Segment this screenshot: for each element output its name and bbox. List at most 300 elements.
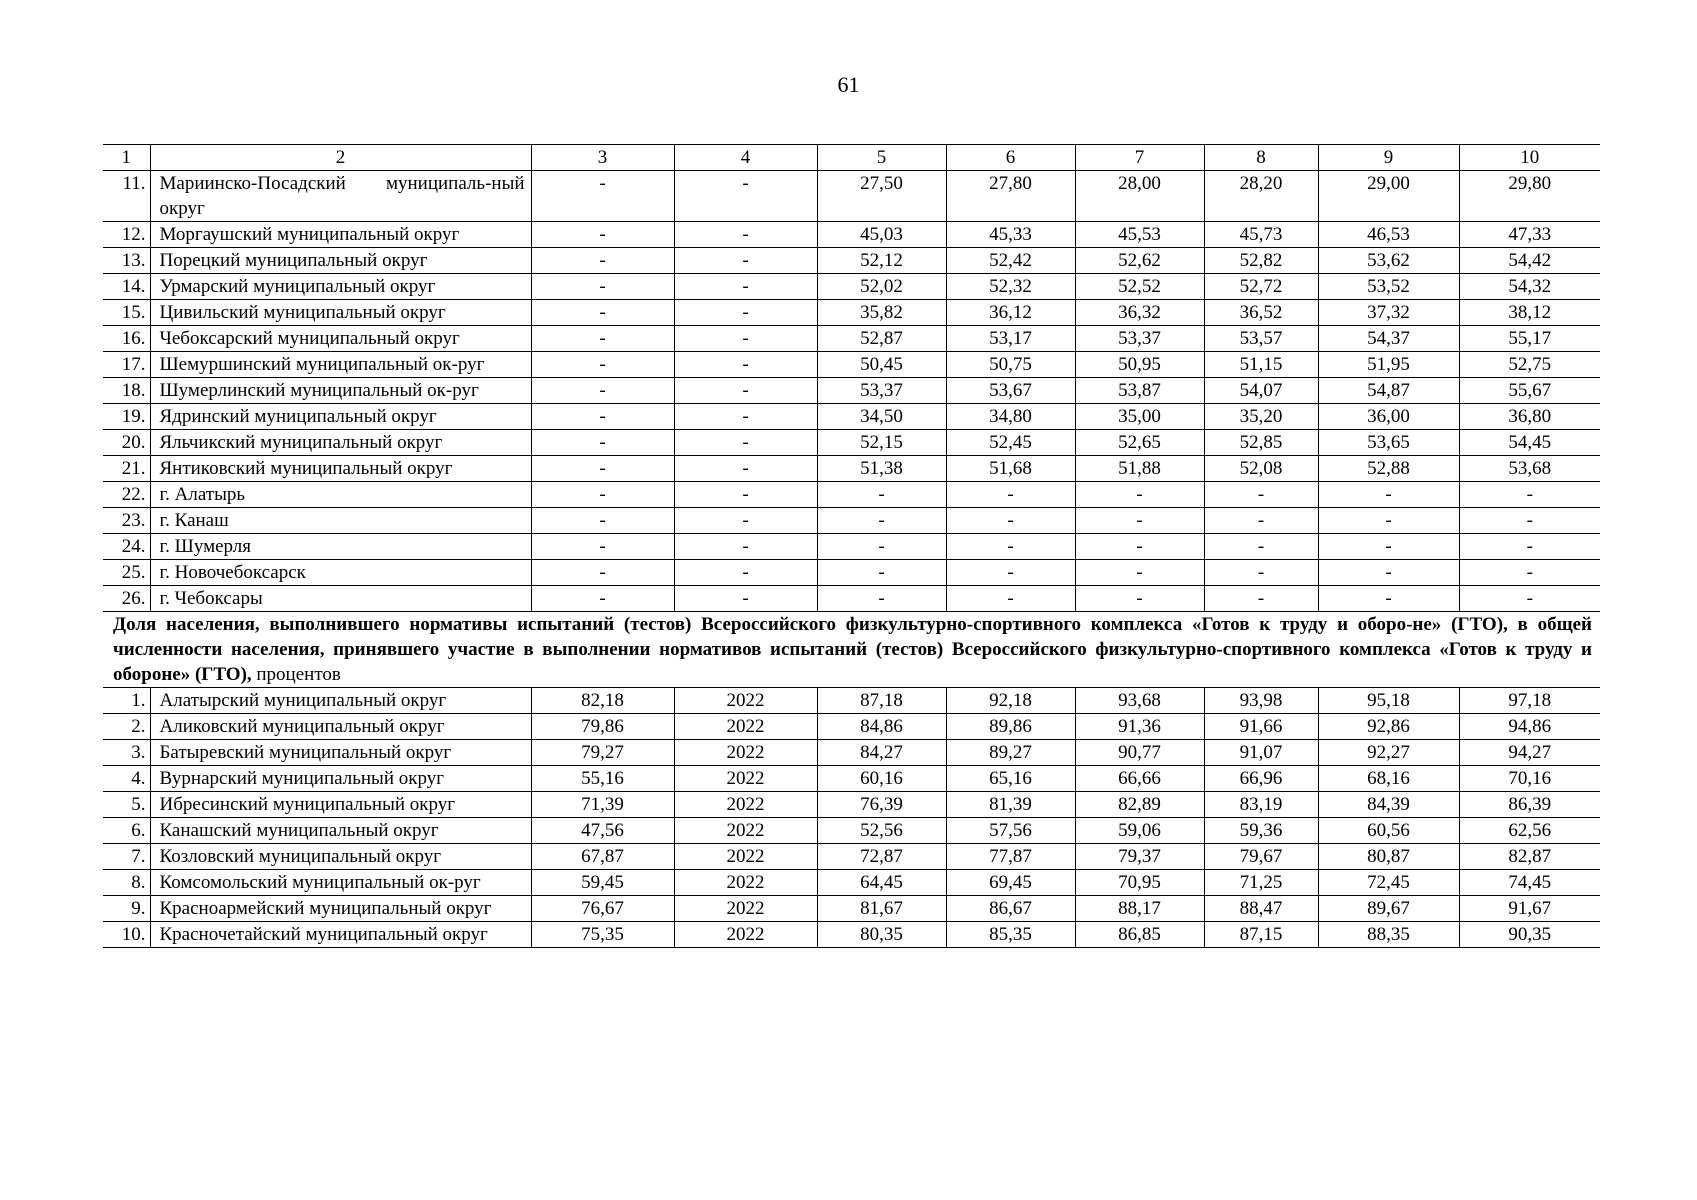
table-row <box>103 171 1600 222</box>
table-row <box>103 352 1600 378</box>
value-cell-col10: 47,33 <box>1459 222 1600 248</box>
value-cell-col7: 82,89 <box>1075 792 1204 818</box>
value-cell-col8: - <box>1204 508 1318 534</box>
value-cell-col3: 71,39 <box>531 792 674 818</box>
indicator-table <box>103 144 1600 948</box>
value-cell-col4: - <box>674 508 817 534</box>
column-number-header: 4 <box>674 145 817 171</box>
value-cell-col3: 79,27 <box>531 740 674 766</box>
value-cell-col8: 66,96 <box>1204 766 1318 792</box>
municipality-name: г. Чебоксары <box>150 586 531 612</box>
value-cell-col3: - <box>531 534 674 560</box>
table-row <box>103 896 1600 922</box>
table-row <box>103 844 1600 870</box>
value-cell-col6: 86,67 <box>946 896 1075 922</box>
table-row <box>103 922 1600 948</box>
section-heading-row <box>103 612 1600 688</box>
municipality-name: Алатырский муниципальный округ <box>150 688 531 714</box>
value-cell-col9: 68,16 <box>1318 766 1459 792</box>
table-row <box>103 482 1600 508</box>
column-number-header: 8 <box>1204 145 1318 171</box>
value-cell-col7: 35,00 <box>1075 404 1204 430</box>
row-number: 22. <box>103 482 150 508</box>
municipality-name: Аликовский муниципальный округ <box>150 714 531 740</box>
row-number: 7. <box>103 844 150 870</box>
value-cell-col4: - <box>674 378 817 404</box>
value-cell-col7: 59,06 <box>1075 818 1204 844</box>
value-cell-col7: 88,17 <box>1075 896 1204 922</box>
row-number: 12. <box>103 222 150 248</box>
value-cell-col10: 74,45 <box>1459 870 1600 896</box>
row-number: 20. <box>103 430 150 456</box>
value-cell-col3: - <box>531 326 674 352</box>
value-cell-col6: - <box>946 508 1075 534</box>
value-cell-col4: 2022 <box>674 844 817 870</box>
value-cell-col9: 95,18 <box>1318 688 1459 714</box>
value-cell-col7: 93,68 <box>1075 688 1204 714</box>
value-cell-col4: - <box>674 586 817 612</box>
value-cell-col3: 67,87 <box>531 844 674 870</box>
row-number: 9. <box>103 896 150 922</box>
row-number: 18. <box>103 378 150 404</box>
value-cell-col9: 89,67 <box>1318 896 1459 922</box>
value-cell-col9: 52,88 <box>1318 456 1459 482</box>
value-cell-col6: - <box>946 586 1075 612</box>
value-cell-col8: 52,08 <box>1204 456 1318 482</box>
value-cell-col9: 53,62 <box>1318 248 1459 274</box>
value-cell-col7: 91,36 <box>1075 714 1204 740</box>
value-cell-col3: - <box>531 274 674 300</box>
value-cell-col5: 53,37 <box>817 378 946 404</box>
value-cell-col6: 69,45 <box>946 870 1075 896</box>
value-cell-col4: 2022 <box>674 688 817 714</box>
value-cell-col3: - <box>531 430 674 456</box>
column-number-header: 2 <box>150 145 531 171</box>
value-cell-col6: - <box>946 560 1075 586</box>
value-cell-col3: - <box>531 171 674 222</box>
value-cell-col10: 55,67 <box>1459 378 1600 404</box>
value-cell-col8: 88,47 <box>1204 896 1318 922</box>
value-cell-col10: 54,32 <box>1459 274 1600 300</box>
value-cell-col5: 45,03 <box>817 222 946 248</box>
value-cell-col5: 76,39 <box>817 792 946 818</box>
value-cell-col9: 80,87 <box>1318 844 1459 870</box>
value-cell-col8: 51,15 <box>1204 352 1318 378</box>
value-cell-col7: 53,87 <box>1075 378 1204 404</box>
value-cell-col7: 52,62 <box>1075 248 1204 274</box>
table-row <box>103 740 1600 766</box>
section-title: Доля населения, выполнившего нормативы испытаний (тестов) Всероссийского физкультурно-спортивного комплекса «Готов к труду и оборо-не» (ГТО), в общей численности населения, принявшего участие в выполнении нормативов испытаний (тестов) Всероссийского физкультурно-спортивного комплекса «Готов к труду и обороне» (ГТО), <box>113 614 1592 685</box>
value-cell-col3: 55,16 <box>531 766 674 792</box>
value-cell-col10: 91,67 <box>1459 896 1600 922</box>
value-cell-col7: 52,52 <box>1075 274 1204 300</box>
row-number: 3. <box>103 740 150 766</box>
value-cell-col9: 53,65 <box>1318 430 1459 456</box>
value-cell-col8: 93,98 <box>1204 688 1318 714</box>
value-cell-col4: - <box>674 456 817 482</box>
row-number: 1. <box>103 688 150 714</box>
value-cell-col10: 53,68 <box>1459 456 1600 482</box>
municipality-name: Мариинско-Посадский муниципаль-ный округ <box>150 171 531 222</box>
value-cell-col10: - <box>1459 482 1600 508</box>
value-cell-col4: - <box>674 274 817 300</box>
value-cell-col7: - <box>1075 560 1204 586</box>
row-number: 5. <box>103 792 150 818</box>
value-cell-col4: 2022 <box>674 922 817 948</box>
value-cell-col6: 34,80 <box>946 404 1075 430</box>
table-row <box>103 534 1600 560</box>
value-cell-col6: 27,80 <box>946 171 1075 222</box>
municipality-name: Порецкий муниципальный округ <box>150 248 531 274</box>
value-cell-col10: - <box>1459 534 1600 560</box>
municipality-name: Шумерлинский муниципальный ок-руг <box>150 378 531 404</box>
value-cell-col4: - <box>674 171 817 222</box>
value-cell-col6: - <box>946 534 1075 560</box>
section-heading <box>103 612 1600 688</box>
value-cell-col5: 84,86 <box>817 714 946 740</box>
row-number: 15. <box>103 300 150 326</box>
municipality-name: Янтиковский муниципальный округ <box>150 456 531 482</box>
value-cell-col6: 51,68 <box>946 456 1075 482</box>
value-cell-col9: - <box>1318 482 1459 508</box>
value-cell-col10: 86,39 <box>1459 792 1600 818</box>
row-number: 13. <box>103 248 150 274</box>
value-cell-col7: - <box>1075 586 1204 612</box>
value-cell-col7: 53,37 <box>1075 326 1204 352</box>
value-cell-col10: 90,35 <box>1459 922 1600 948</box>
value-cell-col6: 52,45 <box>946 430 1075 456</box>
table-row <box>103 248 1600 274</box>
value-cell-col3: - <box>531 404 674 430</box>
value-cell-col4: - <box>674 482 817 508</box>
municipality-name: Яльчикский муниципальный округ <box>150 430 531 456</box>
value-cell-col5: - <box>817 586 946 612</box>
value-cell-col10: 97,18 <box>1459 688 1600 714</box>
value-cell-col7: 45,53 <box>1075 222 1204 248</box>
value-cell-col6: 65,16 <box>946 766 1075 792</box>
value-cell-col6: 89,86 <box>946 714 1075 740</box>
value-cell-col4: 2022 <box>674 896 817 922</box>
value-cell-col7: 79,37 <box>1075 844 1204 870</box>
value-cell-col6: 52,42 <box>946 248 1075 274</box>
value-cell-col9: 46,53 <box>1318 222 1459 248</box>
row-number: 10. <box>103 922 150 948</box>
table-row <box>103 792 1600 818</box>
value-cell-col3: - <box>531 352 674 378</box>
column-number-header: 6 <box>946 145 1075 171</box>
value-cell-col6: 53,17 <box>946 326 1075 352</box>
value-cell-col6: 89,27 <box>946 740 1075 766</box>
column-number-header: 3 <box>531 145 674 171</box>
value-cell-col5: 80,35 <box>817 922 946 948</box>
value-cell-col9: 54,87 <box>1318 378 1459 404</box>
value-cell-col4: 2022 <box>674 714 817 740</box>
table-row <box>103 766 1600 792</box>
value-cell-col9: - <box>1318 586 1459 612</box>
municipality-name: Ядринский муниципальный округ <box>150 404 531 430</box>
value-cell-col4: - <box>674 534 817 560</box>
value-cell-col9: 36,00 <box>1318 404 1459 430</box>
value-cell-col4: 2022 <box>674 740 817 766</box>
municipality-name: Цивильский муниципальный округ <box>150 300 531 326</box>
value-cell-col10: 36,80 <box>1459 404 1600 430</box>
value-cell-col7: 66,66 <box>1075 766 1204 792</box>
value-cell-col7: - <box>1075 508 1204 534</box>
row-number: 6. <box>103 818 150 844</box>
value-cell-col7: 52,65 <box>1075 430 1204 456</box>
value-cell-col9: 72,45 <box>1318 870 1459 896</box>
value-cell-col3: - <box>531 508 674 534</box>
value-cell-col10: 94,86 <box>1459 714 1600 740</box>
table-row <box>103 586 1600 612</box>
value-cell-col10: 52,75 <box>1459 352 1600 378</box>
value-cell-col7: - <box>1075 482 1204 508</box>
value-cell-col8: 52,72 <box>1204 274 1318 300</box>
table-row <box>103 274 1600 300</box>
value-cell-col5: 27,50 <box>817 171 946 222</box>
value-cell-col6: 85,35 <box>946 922 1075 948</box>
value-cell-col5: - <box>817 482 946 508</box>
value-cell-col3: - <box>531 482 674 508</box>
value-cell-col9: - <box>1318 508 1459 534</box>
column-number-header: 1 <box>103 145 150 171</box>
municipality-name: Урмарский муниципальный округ <box>150 274 531 300</box>
table-row <box>103 430 1600 456</box>
value-cell-col4: - <box>674 560 817 586</box>
value-cell-col5: 34,50 <box>817 404 946 430</box>
value-cell-col9: 92,86 <box>1318 714 1459 740</box>
value-cell-col7: - <box>1075 534 1204 560</box>
value-cell-col8: - <box>1204 534 1318 560</box>
value-cell-col10: 55,17 <box>1459 326 1600 352</box>
value-cell-col6: 45,33 <box>946 222 1075 248</box>
value-cell-col5: 72,87 <box>817 844 946 870</box>
value-cell-col9: 88,35 <box>1318 922 1459 948</box>
value-cell-col9: 53,52 <box>1318 274 1459 300</box>
value-cell-col6: - <box>946 482 1075 508</box>
value-cell-col6: 81,39 <box>946 792 1075 818</box>
row-number: 17. <box>103 352 150 378</box>
value-cell-col9: 54,37 <box>1318 326 1459 352</box>
municipality-name: Батыревский муниципальный округ <box>150 740 531 766</box>
value-cell-col5: 87,18 <box>817 688 946 714</box>
value-cell-col8: 28,20 <box>1204 171 1318 222</box>
value-cell-col4: - <box>674 300 817 326</box>
table-row <box>103 818 1600 844</box>
value-cell-col5: 81,67 <box>817 896 946 922</box>
value-cell-col7: 36,32 <box>1075 300 1204 326</box>
table-row <box>103 404 1600 430</box>
row-number: 11. <box>103 171 150 222</box>
table-row <box>103 326 1600 352</box>
municipality-name: Комсомольский муниципальный ок-руг <box>150 870 531 896</box>
value-cell-col10: 38,12 <box>1459 300 1600 326</box>
value-cell-col8: 54,07 <box>1204 378 1318 404</box>
value-cell-col3: - <box>531 378 674 404</box>
table-row <box>103 714 1600 740</box>
value-cell-col10: 54,42 <box>1459 248 1600 274</box>
value-cell-col3: 82,18 <box>531 688 674 714</box>
municipality-name: Красноармейский муниципальный округ <box>150 896 531 922</box>
value-cell-col10: 94,27 <box>1459 740 1600 766</box>
municipality-name: Красночетайский муниципальный округ <box>150 922 531 948</box>
municipality-name: г. Канаш <box>150 508 531 534</box>
value-cell-col5: 52,02 <box>817 274 946 300</box>
column-number-header: 5 <box>817 145 946 171</box>
value-cell-col7: 70,95 <box>1075 870 1204 896</box>
municipality-name: Канашский муниципальный округ <box>150 818 531 844</box>
value-cell-col9: - <box>1318 560 1459 586</box>
value-cell-col5: 50,45 <box>817 352 946 378</box>
row-number: 16. <box>103 326 150 352</box>
value-cell-col5: 52,87 <box>817 326 946 352</box>
value-cell-col7: 28,00 <box>1075 171 1204 222</box>
value-cell-col9: - <box>1318 534 1459 560</box>
value-cell-col3: 47,56 <box>531 818 674 844</box>
value-cell-col4: - <box>674 352 817 378</box>
table-row <box>103 378 1600 404</box>
value-cell-col6: 36,12 <box>946 300 1075 326</box>
value-cell-col10: 62,56 <box>1459 818 1600 844</box>
value-cell-col4: - <box>674 404 817 430</box>
table-row <box>103 222 1600 248</box>
municipality-name: Козловский муниципальный округ <box>150 844 531 870</box>
value-cell-col8: 53,57 <box>1204 326 1318 352</box>
value-cell-col8: 87,15 <box>1204 922 1318 948</box>
value-cell-col8: 36,52 <box>1204 300 1318 326</box>
value-cell-col7: 90,77 <box>1075 740 1204 766</box>
table-row <box>103 870 1600 896</box>
value-cell-col5: 52,56 <box>817 818 946 844</box>
value-cell-col4: - <box>674 430 817 456</box>
value-cell-col5: 84,27 <box>817 740 946 766</box>
row-number: 8. <box>103 870 150 896</box>
municipality-name: Ибресинский муниципальный округ <box>150 792 531 818</box>
value-cell-col3: 79,86 <box>531 714 674 740</box>
value-cell-col7: 51,88 <box>1075 456 1204 482</box>
value-cell-col8: 71,25 <box>1204 870 1318 896</box>
value-cell-col3: 76,67 <box>531 896 674 922</box>
value-cell-col6: 53,67 <box>946 378 1075 404</box>
column-number-header: 9 <box>1318 145 1459 171</box>
value-cell-col7: 50,95 <box>1075 352 1204 378</box>
value-cell-col9: 60,56 <box>1318 818 1459 844</box>
value-cell-col10: - <box>1459 560 1600 586</box>
value-cell-col3: - <box>531 222 674 248</box>
value-cell-col10: 29,80 <box>1459 171 1600 222</box>
municipality-name: Чебоксарский муниципальный округ <box>150 326 531 352</box>
value-cell-col8: 35,20 <box>1204 404 1318 430</box>
value-cell-col5: 51,38 <box>817 456 946 482</box>
value-cell-col8: 79,67 <box>1204 844 1318 870</box>
value-cell-col9: 51,95 <box>1318 352 1459 378</box>
value-cell-col8: 52,85 <box>1204 430 1318 456</box>
value-cell-col9: 29,00 <box>1318 171 1459 222</box>
row-number: 25. <box>103 560 150 586</box>
value-cell-col8: - <box>1204 586 1318 612</box>
row-number: 14. <box>103 274 150 300</box>
value-cell-col4: 2022 <box>674 792 817 818</box>
value-cell-col10: 70,16 <box>1459 766 1600 792</box>
row-number: 19. <box>103 404 150 430</box>
municipality-name: г. Алатырь <box>150 482 531 508</box>
municipality-name: Вурнарский муниципальный округ <box>150 766 531 792</box>
table-row <box>103 300 1600 326</box>
value-cell-col4: 2022 <box>674 766 817 792</box>
value-cell-col8: 52,82 <box>1204 248 1318 274</box>
row-number: 4. <box>103 766 150 792</box>
value-cell-col8: - <box>1204 482 1318 508</box>
value-cell-col8: 91,07 <box>1204 740 1318 766</box>
value-cell-col10: 54,45 <box>1459 430 1600 456</box>
value-cell-col3: - <box>531 456 674 482</box>
municipality-name: Моргаушский муниципальный округ <box>150 222 531 248</box>
table-row <box>103 560 1600 586</box>
value-cell-col4: 2022 <box>674 818 817 844</box>
value-cell-col4: - <box>674 222 817 248</box>
value-cell-col3: 75,35 <box>531 922 674 948</box>
value-cell-col3: - <box>531 560 674 586</box>
value-cell-col8: 91,66 <box>1204 714 1318 740</box>
value-cell-col10: 82,87 <box>1459 844 1600 870</box>
municipality-name: Шемуршинский муниципальный ок-руг <box>150 352 531 378</box>
value-cell-col5: 52,15 <box>817 430 946 456</box>
table-row <box>103 456 1600 482</box>
column-numbers-row <box>103 145 1600 171</box>
value-cell-col8: 83,19 <box>1204 792 1318 818</box>
value-cell-col3: - <box>531 248 674 274</box>
row-number: 26. <box>103 586 150 612</box>
table-row <box>103 508 1600 534</box>
value-cell-col9: 84,39 <box>1318 792 1459 818</box>
value-cell-col7: 86,85 <box>1075 922 1204 948</box>
value-cell-col5: - <box>817 508 946 534</box>
value-cell-col4: - <box>674 248 817 274</box>
column-number-header: 7 <box>1075 145 1204 171</box>
value-cell-col9: 37,32 <box>1318 300 1459 326</box>
value-cell-col8: 59,36 <box>1204 818 1318 844</box>
section-unit: процентов <box>251 664 341 685</box>
value-cell-col10: - <box>1459 586 1600 612</box>
value-cell-col5: - <box>817 534 946 560</box>
value-cell-col10: - <box>1459 508 1600 534</box>
row-number: 24. <box>103 534 150 560</box>
value-cell-col4: 2022 <box>674 870 817 896</box>
value-cell-col9: 92,27 <box>1318 740 1459 766</box>
value-cell-col8: 45,73 <box>1204 222 1318 248</box>
value-cell-col5: 52,12 <box>817 248 946 274</box>
value-cell-col5: - <box>817 560 946 586</box>
value-cell-col5: 35,82 <box>817 300 946 326</box>
page-number: 61 <box>837 72 860 97</box>
value-cell-col5: 64,45 <box>817 870 946 896</box>
value-cell-col6: 57,56 <box>946 818 1075 844</box>
value-cell-col8: - <box>1204 560 1318 586</box>
value-cell-col4: - <box>674 326 817 352</box>
municipality-name: г. Шумерля <box>150 534 531 560</box>
value-cell-col6: 52,32 <box>946 274 1075 300</box>
value-cell-col6: 50,75 <box>946 352 1075 378</box>
value-cell-col3: - <box>531 586 674 612</box>
value-cell-col3: - <box>531 300 674 326</box>
row-number: 2. <box>103 714 150 740</box>
municipality-name: г. Новочебоксарск <box>150 560 531 586</box>
column-number-header: 10 <box>1459 145 1600 171</box>
value-cell-col3: 59,45 <box>531 870 674 896</box>
row-number: 21. <box>103 456 150 482</box>
value-cell-col6: 92,18 <box>946 688 1075 714</box>
value-cell-col6: 77,87 <box>946 844 1075 870</box>
